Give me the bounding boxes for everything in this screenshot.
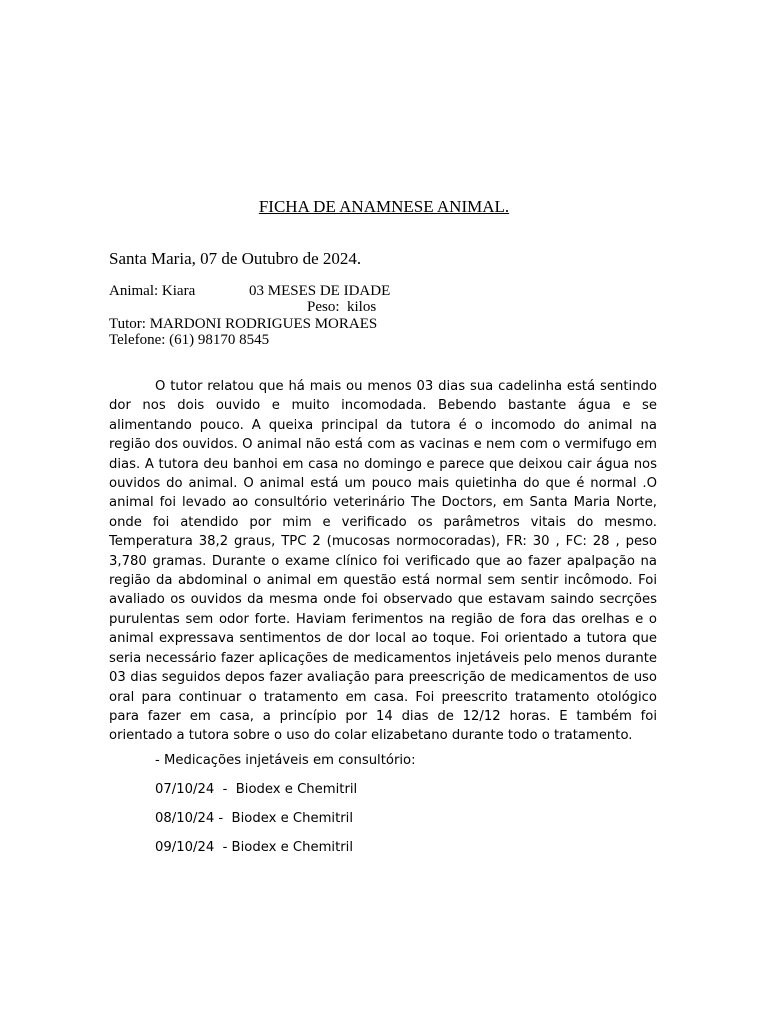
document-title: FICHA DE ANAMNESE ANIMAL.: [258, 197, 510, 216]
date-line: Santa Maria, 07 de Outubro de 2024.: [109, 249, 362, 268]
medication-entry: 08/10/24 - Biodex e Chemitril: [155, 811, 354, 826]
animal-age: 03 MESES DE IDADE: [249, 283, 391, 299]
animal-name: Animal: Kiara: [109, 283, 196, 299]
tutor-name: Tutor: MARDONI RODRIGUES MORAES: [109, 316, 378, 332]
medication-entry: 09/10/24 - Biodex e Chemitril: [155, 840, 354, 855]
medication-entry: 07/10/24 - Biodex e Chemitril: [155, 782, 358, 797]
tutor-phone: Telefone: (61) 98170 8545: [109, 332, 270, 348]
medications-heading: - Medicações injetáveis em consultório:: [155, 753, 416, 768]
anamnesis-report: O tutor relatou que há mais ou menos 03 dias sua cadelinha está sentindo dor nos dois ouvido e muito incomodada. Bebendo bastante água e se alimentando pouco. A queixa principal da tutora é o incomodo do animal na região dos ouvidos. O animal não está com as vacinas e nem com o vermifugo em dias. A tutora deu banhoi em casa no domingo e parece que deixou cair água nos ouvidos do animal. O animal está um pouco mais quietinha do que é normal .O animal foi levado ao consultório veterinário The Doctors, em Santa Maria Norte, onde foi atendido por mim e verificado os parâmetros vitais do mesmo. Temperatura 38,2 graus, TPC 2 (mucosas normocoradas), FR: 30 , FC: 28 , peso 3,780 gramas. Durante o exame clínico foi verificado que ao fazer apalpação na região da abdominal o animal em questão está normal sem sentir incômodo. Foi avaliado os ouvidos da mesma onde foi observado que estavam saindo secrções purulentas sem odor forte. Haviam ferimentos na região de fora das orelhas e o animal expressava sentimentos de dor local ao toque. Foi orientado a tutora que seria necessário fazer aplicações de medicamentos injetáveis pelo menos durante 03 dias seguidos depos fazer avaliação para preescrição de medicamentos de uso oral para continuar o tratamento em casa. Foi preescrito tratamento otológico para fazer em casa, a princípio por 14 dias de 12/12 horas. E também foi orientado a tutora sobre o uso do colar elizabetano durante todo o tratamento.: [109, 379, 657, 744]
animal-weight: Peso: kilos: [307, 299, 377, 315]
